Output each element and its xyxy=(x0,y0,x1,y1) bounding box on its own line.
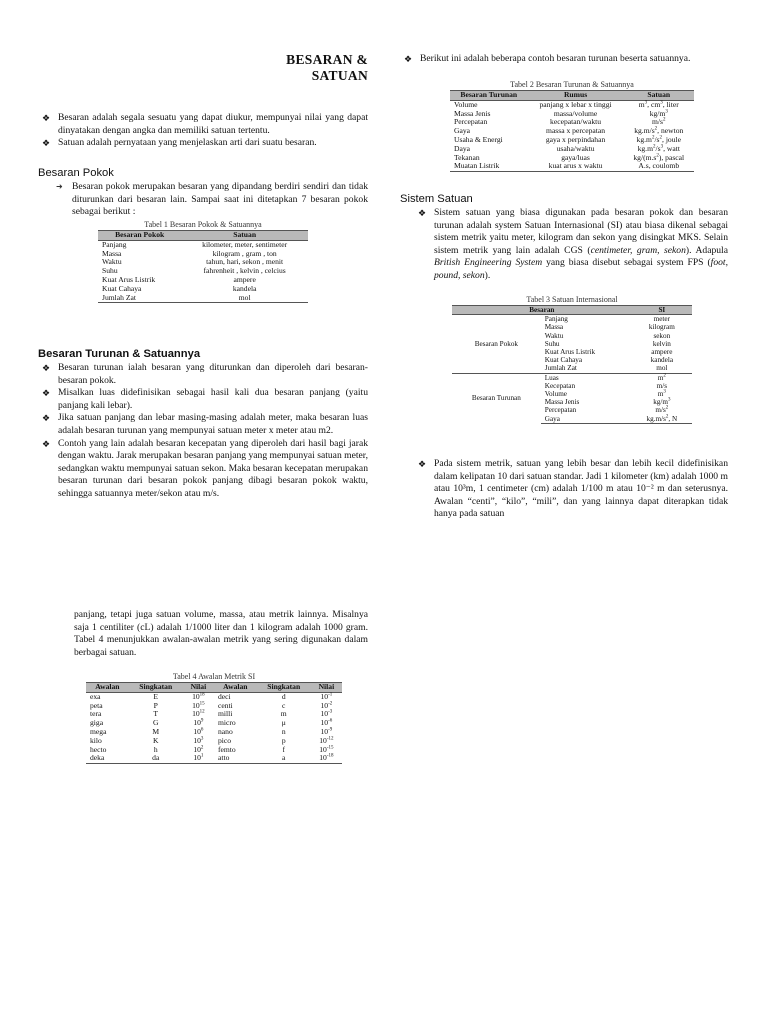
table-2-caption: Tabel 2 Besaran Turunan & Satuannya xyxy=(510,80,634,89)
table-row: giga G $10^9$ micro μ $10^{-6}$ xyxy=(90,718,333,728)
bullet-icon: ❖ xyxy=(42,113,51,123)
table-header: Nilai xyxy=(183,683,214,693)
table-3-caption: Tabel 3 Satuan Internasional xyxy=(526,295,618,304)
table-row: Massa Jenis massa/volume $kg/m^3$ xyxy=(454,108,668,118)
bullet-icon: ❖ xyxy=(42,363,51,373)
table-4-caption: Tabel 4 Awalan Metrik SI xyxy=(172,672,256,681)
table-row: Waktu sekon xyxy=(544,331,671,340)
table-row: Kuat Cahaya kandela xyxy=(102,283,257,293)
intro-item: ❖ Besaran adalah segala sesuatu yang dapat diukur, mempunyai nilai yang dapat dinyatakan dengan angka dan memiliki satuan tertentu. xyxy=(42,112,368,136)
section-heading-besaran-pokok: Besaran Pokok xyxy=(38,167,114,179)
table-row: Suhu fahrenheit , kelvin , celcius xyxy=(102,266,286,276)
continuation-paragraph: panjang, tetapi juga satuan volume, massa, atau metrik lainnya. Misalnya saja 1 centiliter (cL) adalah 1/1000 liter dan 1 kilogram adalah 1000 gram. Tabel 4 menunjukkan awalan-awalan metrik yang sering digunakan dalam berbagai satuan. xyxy=(74,609,368,658)
bullet-icon: ❖ xyxy=(418,459,427,469)
table-row: Massa kilogram xyxy=(544,323,675,332)
table-header: Besaran xyxy=(452,306,632,315)
table-row: Suhu kelvin xyxy=(544,339,671,348)
table-row: Kecepatan m/s xyxy=(544,381,668,390)
sistem-satuan-p2: ❖ Pada sistem metrik, satuan yang lebih besar dan lebih kecil didefinisikan dalam kelipatan 10 dari satuan standar. Jadi 1 kilometer (km) adalah 1000 m atau 10³m, 1 centimeter (cm) adalah 1/100 m atau 10⁻² m dan seterusnya. Awalan “centi”, “kilo”, “mili”, dan yang lainnya dapat diterapkan tidak hanya pada satuan xyxy=(418,458,728,520)
section-heading-sistem-satuan: Sistem Satuan xyxy=(400,193,473,205)
arrow-bullet-icon: ➜ xyxy=(56,182,63,191)
besaran-turunan-list xyxy=(40,362,368,501)
list-item: ❖ Besaran turunan ialah besaran yang diturunkan dan diperoleh dari besaran-besaran pokok. xyxy=(42,362,368,386)
sistem-satuan-p1: ❖ Sistem satuan yang biasa digunakan pada besaran pokok dan besaran turunan adalah system Satuan Internasional (SI) atau biasa dikenal sebagai sistem metrik yaitu meter, kilogram dan sekon yang disingkat MKS. Selain sistem metrik yang lain adalah CGS (centimeter, gram, sekon). Adapula British Engineering System yang biasa disebut sebagai system FPS (foot, pound, sekon). xyxy=(418,207,728,281)
table-header: Awalan xyxy=(86,683,129,693)
table-row: Tekanan gaya/luas $kg/(m.s^2)$, pascal xyxy=(454,152,685,162)
table-row: Kuat Arus Listrik ampere xyxy=(102,274,256,284)
table-row: Panjang kilometer, meter, sentimeter xyxy=(102,239,288,249)
table-header: Awalan xyxy=(214,683,257,693)
table-row: Gaya $kg.m/s^2$, N xyxy=(452,415,692,424)
table-header: Satuan xyxy=(181,231,308,241)
right-intro: ❖ Berikut ini adalah beberapa contoh besaran turunan beserta satuannya. xyxy=(404,53,691,64)
table-header: Singkatan xyxy=(129,683,183,693)
table-header: Besaran Turunan xyxy=(450,91,528,101)
table-row: Jumlah Zat mol xyxy=(544,364,668,373)
bullet-icon: ❖ xyxy=(42,138,51,149)
besaran-pokok-paragraph: ➜ Besaran pokok merupakan besaran yang dipandang berdiri sendiri dan tidak diturunkan dari besaran lain. Sampai saat ini ditetapkan 7 besaran pokok sebagai berikut : xyxy=(56,181,368,218)
page-title xyxy=(230,52,368,84)
bullet-icon: ❖ xyxy=(42,413,51,424)
table-group-label: Besaran Turunan xyxy=(452,373,541,423)
table-header: SI xyxy=(632,306,692,315)
table-row: Volume panjang x lebar x tinggi $m^3$, $cm^3$, liter xyxy=(454,99,679,109)
table-row: exa E $10^{18}$ deci d $10^{-1}$ xyxy=(90,691,333,701)
bullet-icon: ❖ xyxy=(42,438,51,449)
table-row: mega M $10^6$ nano n $10^{-9}$ xyxy=(90,726,333,736)
table-header: Nilai xyxy=(311,683,342,693)
table-row: Percepatan $m/s^2$ xyxy=(544,406,669,415)
table-2 xyxy=(450,80,694,172)
bullet-icon: ❖ xyxy=(418,208,427,218)
table-row: Massa Jenis $kg/m^3$ xyxy=(544,397,671,407)
table-header: Besaran Pokok xyxy=(98,231,181,241)
table-row: Kuat Arus Listrik ampere xyxy=(544,348,673,357)
table-1-caption: Tabel 1 Besaran Pokok & Satuannya xyxy=(144,220,262,229)
table-1 xyxy=(98,220,308,303)
table-row: tera T $10^{12}$ milli m $10^{-3}$ xyxy=(90,709,333,719)
intro-list xyxy=(40,112,368,150)
table-row: kilo K $10^3$ pico p $10^{-12}$ xyxy=(90,735,334,745)
table-row: peta P $10^{15}$ centi c $10^{-2}$ xyxy=(90,700,333,710)
table-row: Besaran Turunan Luas $m^2$ xyxy=(452,373,692,382)
section-heading-besaran-turunan: Besaran Turunan & Satuannya xyxy=(38,348,201,360)
table-row: Jumlah Zat mol xyxy=(98,294,308,303)
table-row: Besaran Pokok Panjang meter xyxy=(452,315,692,324)
table-row: Volume $m^3$ xyxy=(544,389,666,399)
list-item: ❖ Jika satuan panjang dan lebar masing-masing adalah meter, maka besaran luas adalah besaran turunan yang mempunyai satuan meter x meter atau m2. xyxy=(42,412,368,436)
bullet-icon: ❖ xyxy=(404,54,413,64)
list-item: ❖ Contoh yang lain adalah besaran kecepatan yang diperoleh dari hasil bagi jarak dengan waktu. Jarak merupakan besaran panjang yang mempunyai satuan meter, sedangkan waktu mempunyai satuan sekon. Maka besaran kecepatan merupakan besaran turunan dari besaran pokok panjang dibagi besaran pokok waktu, sehingga satuannya meter/sekon atau m/s. xyxy=(42,437,368,499)
table-row: Kuat Cahaya kandela xyxy=(544,356,674,365)
table-row: Gaya massa x percepatan $kg.m/s^2$, newton xyxy=(454,126,684,136)
table-group-label: Besaran Pokok xyxy=(474,339,519,348)
table-row: Percepatan kecepatan/waktu $m/s^2$ xyxy=(454,117,666,127)
table-row: hecto h $10^2$ femto f $10^{-15}$ xyxy=(90,744,334,754)
table-row: deka da $10^1$ atto a $10^{-18}$ xyxy=(86,754,342,763)
table-row: Usaha & Energi gaya x perpindahan $kg.m^2/s^2$, joule xyxy=(454,134,681,144)
table-header: Singkatan xyxy=(257,683,311,693)
table-row: Waktu tahun, hari, sekon , menit xyxy=(102,257,284,267)
table-row: Muatan Listrik kuat arus x waktu A.s, coulomb xyxy=(450,162,694,171)
table-4 xyxy=(86,672,342,764)
page-title-line1: BESARAN & xyxy=(286,52,368,67)
page-title-line2: SATUAN xyxy=(311,68,368,83)
table-3 xyxy=(452,295,692,424)
intro-item: ❖ Satuan adalah pernyataan yang menjelaskan arti dari suatu besaran. xyxy=(42,137,317,149)
table-header: Rumus xyxy=(528,91,624,101)
table-header: Satuan xyxy=(624,91,694,101)
table-row: Daya usaha/waktu $kg.m^2/s^3$, watt xyxy=(454,143,680,153)
table-row: Massa kilogram , gram , ton xyxy=(102,248,277,258)
list-item: ❖ Misalkan luas didefinisikan sebagai hasil kali dua besaran panjang (yaitu panjang kali lebar). xyxy=(42,387,368,411)
bullet-icon: ❖ xyxy=(42,388,51,399)
